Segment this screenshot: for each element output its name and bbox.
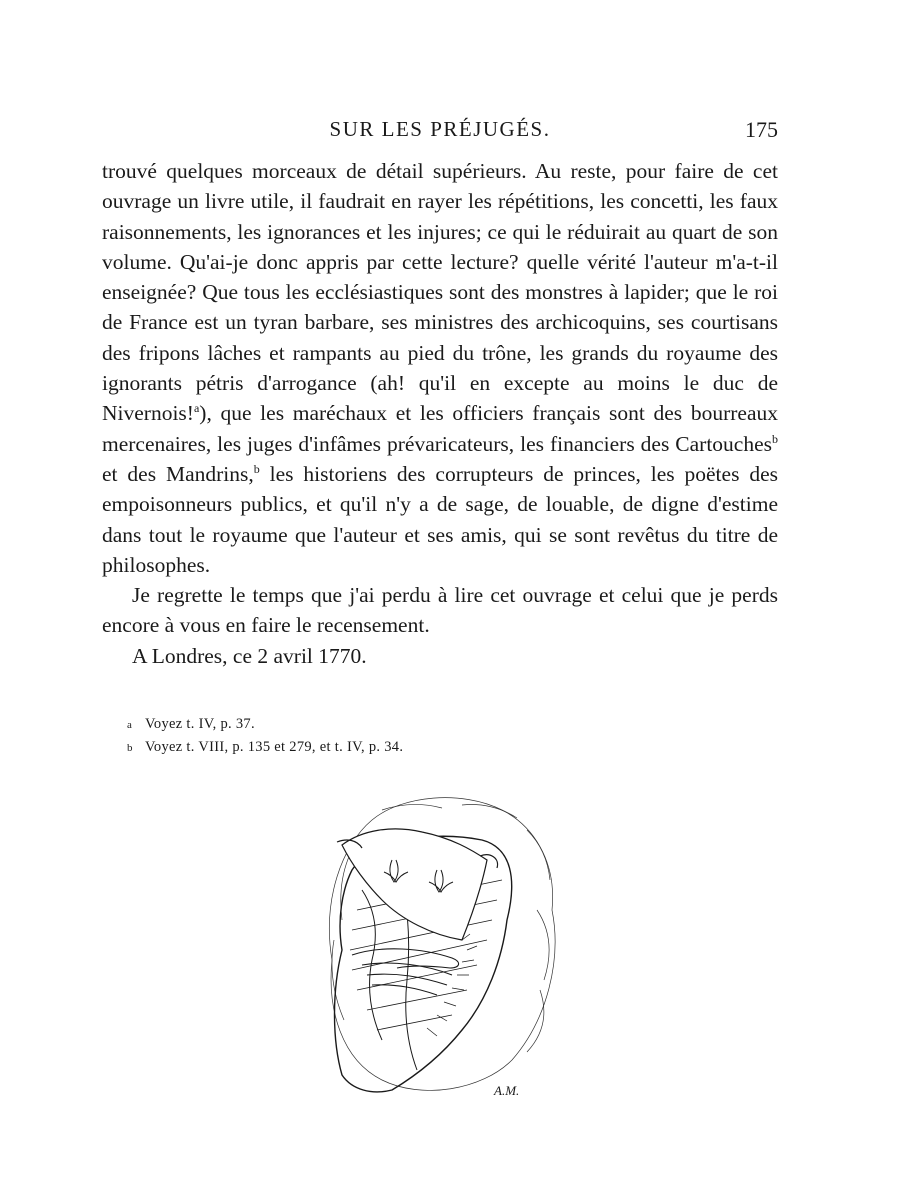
paragraph-1-part-1: trouvé quelques morceaux de détail supérieurs. Au reste, pour faire de cet ouvrage un livre utile, il faudrait en rayer les répétitions, les concetti, les faux raisonnements, les ignorances et les injures; ce qui le réduirait au quart de son volume. Qu'ai-je donc appris par cette lecture? quelle vérité l'auteur m'a-t-il enseignée? Que tous les ecclésiastiques sont des monstres à lapider; que le roi de France est un tyran barbare, ses ministres des archicoquins, ses courtisans des fripons lâches et rampants au pied du trône, les grands du royaume des ignorants pétris d'arrogance (ah! qu'il en excepte au moins le duc de Nivernois! bbox=[102, 159, 778, 426]
footnote-marker: b bbox=[127, 742, 133, 754]
vignette-signature: A.M. bbox=[494, 1083, 520, 1098]
footnote-ref-b: b bbox=[772, 431, 778, 446]
footnote-text: Voyez t. VIII, p. 135 et 279, et t. IV, p. 34. bbox=[145, 739, 404, 755]
footnote bbox=[127, 736, 727, 759]
page-header bbox=[102, 113, 778, 145]
paragraph-2: Je regrette le temps que j'ai perdu à lire cet ouvrage et celui que je perds encore à vous en faire le recensement. bbox=[102, 583, 778, 638]
footnote-marker: a bbox=[127, 719, 133, 731]
footnotes bbox=[127, 713, 727, 759]
paragraph-1-part-2: ), que les maréchaux et les officiers français sont des bourreaux mercenaires, les juges d'infâmes prévaricateurs, les financiers des Cartouches bbox=[102, 401, 778, 456]
footnote-ref-b: b bbox=[253, 461, 260, 476]
running-head: SUR LES PRÉJUGÉS. bbox=[329, 117, 551, 141]
page-number: 175 bbox=[745, 117, 778, 142]
paragraph-1 bbox=[102, 156, 778, 580]
main-text bbox=[102, 156, 778, 671]
footnote-text: Voyez t. IV, p. 37. bbox=[145, 716, 255, 732]
footnote bbox=[127, 713, 727, 736]
vignette-cartouche bbox=[337, 829, 498, 940]
paragraph-1-part-4: les historiens des corrupteurs de princes, les poëtes des empoisonneurs publics, et qu'il n'y a de sage, de louable, de digne d'estime dans tout le royaume que l'auteur et ses amis, qui se sont revêtus du titre de philosophes. bbox=[102, 461, 778, 577]
dateline: A Londres, ce 2 avril 1770. bbox=[132, 643, 367, 668]
footnote-ref-a: a bbox=[193, 401, 200, 416]
paragraph-1-part-3: et des Mandrins, bbox=[102, 461, 254, 486]
engraved-vignette bbox=[312, 790, 572, 1120]
